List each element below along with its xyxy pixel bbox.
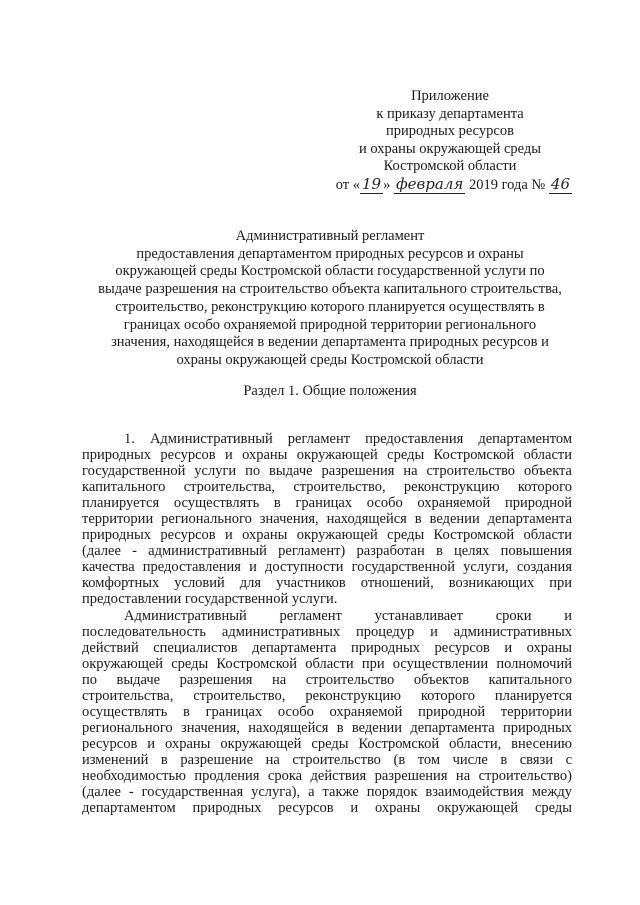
paragraph2-line: строительства, строительство, реконструкцию которого планируется (82, 687, 572, 704)
title-line: границах особо охраняемой природной территории регионального (123, 316, 537, 333)
paragraph1-line: предоставлении государственной услуги. (82, 591, 338, 608)
paragraph1-line: планируется осуществлять в границах особо охраняемой природной (82, 495, 572, 512)
appendix-line: природных ресурсов (386, 123, 514, 140)
paragraph1-line: (далее - административный регламент) разработан в целях повышения (82, 543, 572, 560)
appendix-line: Приложение (411, 88, 489, 104)
paragraph2-line: регионального значения, находящейся в ведении департамента природных (82, 719, 572, 736)
paragraph2-line: (далее - государственная услуга), а также порядок взаимодействия между (82, 784, 572, 801)
paragraph2-line: департаментом природных ресурсов и охраны окружающей среды (82, 800, 572, 817)
paragraph2-line: окружающей среды Костромской области при осуществлении полномочий (82, 655, 572, 672)
document-title (80, 228, 580, 370)
title-line: строительство, реконструкцию которого планируется осуществлять в (115, 298, 545, 315)
date-prefix: от « (335, 176, 360, 193)
paragraph1-line: комфортных условий для участников отношений, возникающих при (82, 575, 572, 592)
title-line: значения, находящейся в ведении департамента природных ресурсов и (111, 334, 549, 351)
handwritten-month: февраля (395, 174, 464, 193)
paragraph1-line: 1. Административный регламент предоставления департаментом (124, 431, 572, 447)
paragraph2-line: последовательность административных процедур и административных (82, 623, 572, 640)
appendix-line: Костромской области (383, 158, 517, 175)
paragraph2-line: Административный регламент устанавливает сроки и (124, 607, 572, 624)
date-suffix: 2019 года № (465, 176, 549, 193)
title-line: окружающей среды Костромской области государственной услуги по (115, 263, 545, 280)
paragraph1-line: территории регионального значения, находящейся в ведении департамента (82, 511, 572, 528)
title-line: Административный регламент (235, 228, 425, 244)
paragraph1-line: качества предоставления и доступности государственной услуги, создания (82, 559, 572, 576)
paragraph2-line: действий специалистов департамента природных ресурсов и охраны (82, 639, 572, 656)
title-line: охраны окружающей среды Костромской области (176, 351, 484, 368)
paragraph2-line: ресурсов и охраны окружающей среды Костромской области, внесению (82, 735, 572, 752)
appendix-header (330, 88, 570, 195)
paragraph2-line: по выдаче разрешения на строительство объектов капитального (82, 671, 572, 688)
appendix-line: к приказу департамента (376, 105, 524, 122)
paragraph1-line: государственной услуги по выдаче разрешения на строительство объекта (82, 463, 572, 480)
paragraph2-line: изменений в разрешение на строительство (в том числе в связи с (82, 751, 572, 768)
date-mid: » (383, 176, 394, 193)
title-line: предоставления департаментом природных ресурсов и охраны (136, 245, 524, 262)
paragraph2-line: необходимостью продления срока действия разрешения на строительство) (82, 767, 572, 784)
handwritten-number: 46 (550, 174, 570, 193)
document-body (82, 431, 572, 816)
paragraph1-line: природных ресурсов и охраны окружающей среды Костромской области (82, 447, 572, 464)
paragraph2-line: осуществлять в границах особо охраняемой природной территории (82, 703, 572, 720)
paragraph1-line: природных ресурсов и охраны окружающей среды Костромской области (82, 527, 572, 544)
order-date-line (330, 176, 572, 195)
handwritten-day: 19 (361, 174, 382, 193)
paragraph1-line: капитального строительства, строительство, реконструкцию которого (82, 479, 572, 496)
section-heading: Раздел 1. Общие положения (243, 383, 417, 399)
title-line: выдаче разрешения на строительство объекта капитального строительства, (98, 281, 562, 298)
appendix-line: и охраны окружающей среды (358, 140, 542, 157)
